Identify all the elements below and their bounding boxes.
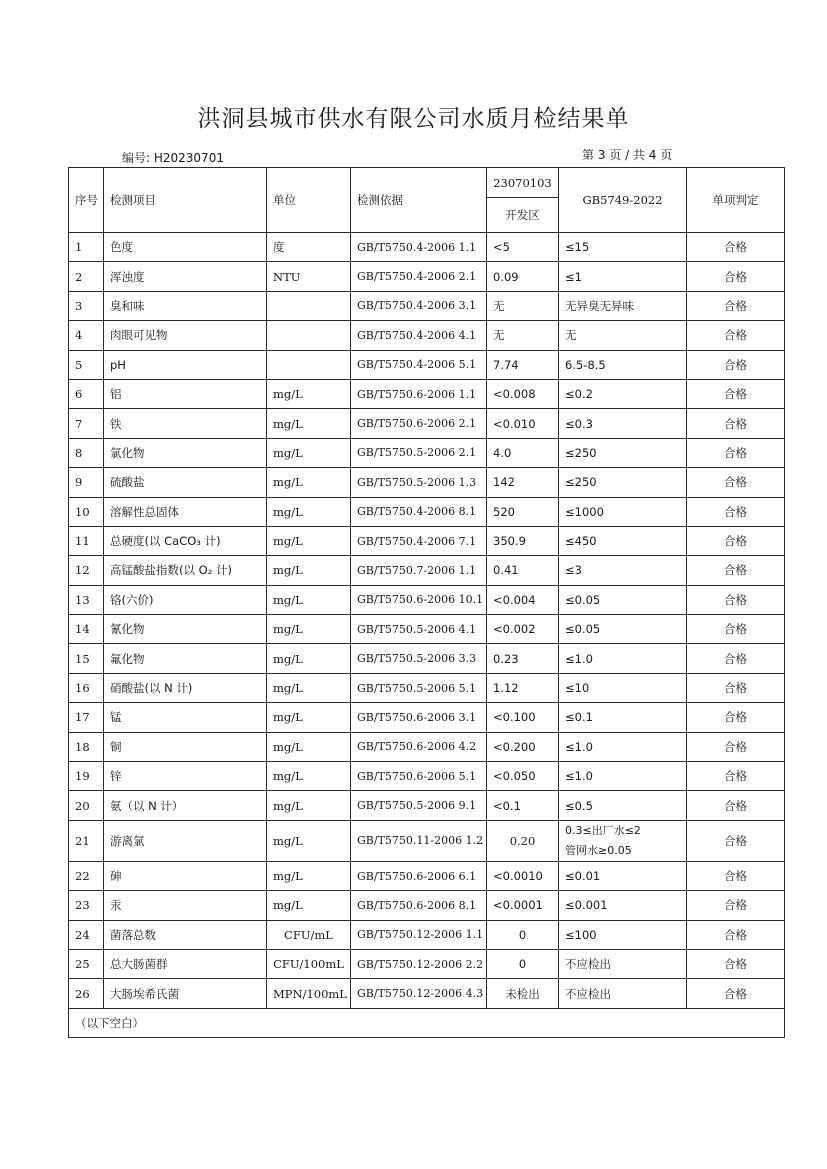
row-unit xyxy=(267,321,351,350)
row-item: 总硬度(以 CaCO₃ 计) xyxy=(104,526,267,555)
row-number: 22 xyxy=(69,861,104,890)
row-unit: mg/L xyxy=(267,526,351,555)
row-judgement: 合格 xyxy=(687,949,785,978)
row-item: 砷 xyxy=(104,861,267,890)
row-judgement: 合格 xyxy=(687,820,785,861)
row-basis: GB/T5750.11-2006 1.2 xyxy=(351,820,487,861)
row-unit: mg/L xyxy=(267,791,351,820)
table-row xyxy=(69,350,785,379)
document-title: 洪洞县城市供水有限公司水质月检结果单 xyxy=(197,106,630,132)
row-unit xyxy=(267,350,351,379)
table-row xyxy=(69,233,785,262)
row-result: 4.0 xyxy=(487,438,559,467)
table-row xyxy=(69,379,785,408)
row-limit: ≤0.1 xyxy=(559,703,687,732)
row-basis: GB/T5750.6-2006 10.1 xyxy=(351,585,487,614)
row-item: 硝酸盐(以 N 计) xyxy=(104,673,267,702)
row-number: 10 xyxy=(69,497,104,526)
row-basis: GB/T5750.5-2006 4.1 xyxy=(351,615,487,644)
row-limit: 无异臭无异味 xyxy=(559,291,687,320)
row-limit: ≤0.05 xyxy=(559,615,687,644)
row-number: 17 xyxy=(69,703,104,732)
row-judgement: 合格 xyxy=(687,762,785,791)
row-result: 142 xyxy=(487,468,559,497)
header-standard: GB5749-2022 xyxy=(559,168,687,233)
row-judgement: 合格 xyxy=(687,920,785,949)
blank-row xyxy=(69,1008,785,1037)
table-row xyxy=(69,861,785,890)
row-limit xyxy=(559,820,687,861)
footer-note: （以下空白） xyxy=(69,1008,785,1037)
table-row xyxy=(69,891,785,920)
row-number: 13 xyxy=(69,585,104,614)
row-limit: ≤250 xyxy=(559,468,687,497)
row-unit: mg/L xyxy=(267,379,351,408)
row-basis: GB/T5750.6-2006 6.1 xyxy=(351,861,487,890)
row-result: 0 xyxy=(487,949,559,978)
row-result: <0.010 xyxy=(487,409,559,438)
table-row xyxy=(69,673,785,702)
row-basis: GB/T5750.5-2006 5.1 xyxy=(351,673,487,702)
row-judgement: 合格 xyxy=(687,861,785,890)
row-unit: CFU/100mL xyxy=(267,949,351,978)
row-basis: GB/T5750.4-2006 8.1 xyxy=(351,497,487,526)
table-row xyxy=(69,321,785,350)
row-item: 汞 xyxy=(104,891,267,920)
row-basis: GB/T5750.4-2006 4.1 xyxy=(351,321,487,350)
table-row xyxy=(69,979,785,1008)
row-judgement: 合格 xyxy=(687,350,785,379)
row-item: 氨（以 N 计） xyxy=(104,791,267,820)
table-row xyxy=(69,468,785,497)
results-body xyxy=(69,233,785,1038)
row-result: 无 xyxy=(487,291,559,320)
row-limit: ≤1.0 xyxy=(559,762,687,791)
row-basis: GB/T5750.5-2006 1.3 xyxy=(351,468,487,497)
table-row xyxy=(69,556,785,585)
row-judgement: 合格 xyxy=(687,497,785,526)
header-judgement: 单项判定 xyxy=(687,168,785,233)
row-basis: GB/T5750.12-2006 4.3 xyxy=(351,979,487,1008)
row-judgement: 合格 xyxy=(687,791,785,820)
row-judgement: 合格 xyxy=(687,438,785,467)
row-unit: mg/L xyxy=(267,438,351,467)
row-result: <0.002 xyxy=(487,615,559,644)
row-number: 24 xyxy=(69,920,104,949)
row-limit: ≤1000 xyxy=(559,497,687,526)
row-judgement: 合格 xyxy=(687,468,785,497)
row-result: <0.008 xyxy=(487,379,559,408)
row-item: 锌 xyxy=(104,762,267,791)
row-unit: mg/L xyxy=(267,673,351,702)
row-number: 3 xyxy=(69,291,104,320)
row-limit: ≤0.2 xyxy=(559,379,687,408)
row-item: 臭和味 xyxy=(104,291,267,320)
row-number: 12 xyxy=(69,556,104,585)
row-basis: GB/T5750.12-2006 1.1 xyxy=(351,920,487,949)
row-basis: GB/T5750.4-2006 2.1 xyxy=(351,262,487,291)
row-number: 14 xyxy=(69,615,104,644)
row-limit-line: 管网水≥0.05 xyxy=(565,843,632,857)
header-sample-id: 23070103 xyxy=(487,168,559,198)
row-result: 无 xyxy=(487,321,559,350)
row-number: 7 xyxy=(69,409,104,438)
row-result: 未检出 xyxy=(487,979,559,1008)
row-basis: GB/T5750.12-2006 2.2 xyxy=(351,949,487,978)
row-judgement: 合格 xyxy=(687,673,785,702)
row-item: 溶解性总固体 xyxy=(104,497,267,526)
row-result: <5 xyxy=(487,233,559,262)
table-row xyxy=(69,644,785,673)
row-basis: GB/T5750.6-2006 8.1 xyxy=(351,891,487,920)
row-unit: mg/L xyxy=(267,556,351,585)
page-indicator: 第 3 页 / 共 4 页 xyxy=(582,148,673,162)
row-item: 肉眼可见物 xyxy=(104,321,267,350)
row-judgement: 合格 xyxy=(687,703,785,732)
row-limit: ≤3 xyxy=(559,556,687,585)
row-number: 1 xyxy=(69,233,104,262)
row-basis: GB/T5750.5-2006 2.1 xyxy=(351,438,487,467)
row-basis: GB/T5750.4-2006 7.1 xyxy=(351,526,487,555)
row-judgement: 合格 xyxy=(687,233,785,262)
row-result: 520 xyxy=(487,497,559,526)
row-unit: CFU/mL xyxy=(267,920,351,949)
row-judgement: 合格 xyxy=(687,379,785,408)
table-row xyxy=(69,920,785,949)
row-unit: mg/L xyxy=(267,615,351,644)
row-basis: GB/T5750.4-2006 3.1 xyxy=(351,291,487,320)
row-judgement: 合格 xyxy=(687,321,785,350)
table-row xyxy=(69,438,785,467)
row-item: 菌落总数 xyxy=(104,920,267,949)
row-judgement: 合格 xyxy=(687,979,785,1008)
row-limit: 无 xyxy=(559,321,687,350)
row-limit: ≤0.3 xyxy=(559,409,687,438)
row-basis: GB/T5750.6-2006 5.1 xyxy=(351,762,487,791)
row-judgement: 合格 xyxy=(687,891,785,920)
table-row xyxy=(69,497,785,526)
row-limit: ≤1 xyxy=(559,262,687,291)
table-row xyxy=(69,409,785,438)
row-unit: mg/L xyxy=(267,820,351,861)
row-limit: 6.5-8.5 xyxy=(559,350,687,379)
row-item: 氟化物 xyxy=(104,644,267,673)
table-row xyxy=(69,615,785,644)
row-limit: ≤250 xyxy=(559,438,687,467)
row-item: 铬(六价) xyxy=(104,585,267,614)
row-limit: 不应检出 xyxy=(559,979,687,1008)
row-number: 5 xyxy=(69,350,104,379)
row-number: 2 xyxy=(69,262,104,291)
row-limit-line: 0.3≤出厂水≤2 xyxy=(565,823,641,837)
row-unit: mg/L xyxy=(267,703,351,732)
row-judgement: 合格 xyxy=(687,644,785,673)
results-table xyxy=(68,167,785,1038)
row-basis: GB/T5750.7-2006 1.1 xyxy=(351,556,487,585)
row-item: 大肠埃希氏菌 xyxy=(104,979,267,1008)
header-unit: 单位 xyxy=(267,168,351,233)
row-item: 氰化物 xyxy=(104,615,267,644)
row-item: 高锰酸盐指数(以 O₂ 计) xyxy=(104,556,267,585)
row-result: 1.12 xyxy=(487,673,559,702)
table-row xyxy=(69,949,785,978)
row-basis: GB/T5750.4-2006 1.1 xyxy=(351,233,487,262)
row-number: 21 xyxy=(69,820,104,861)
row-unit: mg/L xyxy=(267,644,351,673)
row-limit: ≤10 xyxy=(559,673,687,702)
row-number: 25 xyxy=(69,949,104,978)
row-unit xyxy=(267,291,351,320)
row-unit: mg/L xyxy=(267,762,351,791)
row-number: 23 xyxy=(69,891,104,920)
header-basis: 检测依据 xyxy=(351,168,487,233)
row-limit: ≤0.01 xyxy=(559,861,687,890)
row-basis: GB/T5750.6-2006 4.2 xyxy=(351,732,487,761)
row-item: pH xyxy=(104,350,267,379)
row-result: 350.9 xyxy=(487,526,559,555)
table-row xyxy=(69,526,785,555)
row-judgement: 合格 xyxy=(687,291,785,320)
row-item: 硫酸盐 xyxy=(104,468,267,497)
table-row xyxy=(69,703,785,732)
row-item: 色度 xyxy=(104,233,267,262)
row-judgement: 合格 xyxy=(687,585,785,614)
row-limit: ≤1.0 xyxy=(559,732,687,761)
header-sample-site: 开发区 xyxy=(487,198,559,233)
row-result: 0.20 xyxy=(487,820,559,861)
row-result: 0.09 xyxy=(487,262,559,291)
row-basis: GB/T5750.6-2006 2.1 xyxy=(351,409,487,438)
table-row xyxy=(69,762,785,791)
row-limit: ≤1.0 xyxy=(559,644,687,673)
row-result: <0.100 xyxy=(487,703,559,732)
row-unit: mg/L xyxy=(267,468,351,497)
row-judgement: 合格 xyxy=(687,615,785,644)
row-result: <0.004 xyxy=(487,585,559,614)
row-basis: GB/T5750.5-2006 9.1 xyxy=(351,791,487,820)
row-unit: NTU xyxy=(267,262,351,291)
row-judgement: 合格 xyxy=(687,556,785,585)
row-number: 9 xyxy=(69,468,104,497)
row-number: 19 xyxy=(69,762,104,791)
row-number: 18 xyxy=(69,732,104,761)
row-limit: ≤0.5 xyxy=(559,791,687,820)
table-row xyxy=(69,262,785,291)
row-unit: mg/L xyxy=(267,732,351,761)
table-row xyxy=(69,732,785,761)
table-row xyxy=(69,585,785,614)
row-result: <0.200 xyxy=(487,732,559,761)
row-result: 7.74 xyxy=(487,350,559,379)
row-number: 20 xyxy=(69,791,104,820)
row-judgement: 合格 xyxy=(687,732,785,761)
row-unit: mg/L xyxy=(267,891,351,920)
row-number: 8 xyxy=(69,438,104,467)
row-limit: ≤15 xyxy=(559,233,687,262)
row-result: 0.41 xyxy=(487,556,559,585)
header-item: 检测项目 xyxy=(104,168,267,233)
row-limit: ≤450 xyxy=(559,526,687,555)
header-seq: 序号 xyxy=(69,168,104,233)
row-unit: mg/L xyxy=(267,585,351,614)
table-row xyxy=(69,291,785,320)
row-result: <0.0010 xyxy=(487,861,559,890)
row-basis: GB/T5750.4-2006 5.1 xyxy=(351,350,487,379)
row-number: 26 xyxy=(69,979,104,1008)
row-number: 4 xyxy=(69,321,104,350)
row-number: 11 xyxy=(69,526,104,555)
table-row xyxy=(69,820,785,861)
row-result: <0.050 xyxy=(487,762,559,791)
row-item: 铝 xyxy=(104,379,267,408)
row-basis: GB/T5750.5-2006 3.3 xyxy=(351,644,487,673)
row-limit: ≤0.05 xyxy=(559,585,687,614)
row-result: <0.1 xyxy=(487,791,559,820)
row-basis: GB/T5750.6-2006 3.1 xyxy=(351,703,487,732)
row-result: <0.0001 xyxy=(487,891,559,920)
row-result: 0.23 xyxy=(487,644,559,673)
row-number: 6 xyxy=(69,379,104,408)
row-item: 铜 xyxy=(104,732,267,761)
row-result: 0 xyxy=(487,920,559,949)
row-unit: mg/L xyxy=(267,497,351,526)
row-limit: ≤0.001 xyxy=(559,891,687,920)
row-number: 15 xyxy=(69,644,104,673)
row-item: 氯化物 xyxy=(104,438,267,467)
row-number: 16 xyxy=(69,673,104,702)
row-item: 总大肠菌群 xyxy=(104,949,267,978)
row-judgement: 合格 xyxy=(687,409,785,438)
row-item: 游离氯 xyxy=(104,820,267,861)
row-unit: mg/L xyxy=(267,861,351,890)
row-item: 浑浊度 xyxy=(104,262,267,291)
row-unit: mg/L xyxy=(267,409,351,438)
row-item: 锰 xyxy=(104,703,267,732)
table-row xyxy=(69,791,785,820)
row-limit: 不应检出 xyxy=(559,949,687,978)
row-unit: MPN/100mL xyxy=(267,979,351,1008)
row-judgement: 合格 xyxy=(687,262,785,291)
row-judgement: 合格 xyxy=(687,526,785,555)
document-number: 编号: H20230701 xyxy=(122,151,224,165)
row-item: 铁 xyxy=(104,409,267,438)
row-unit: 度 xyxy=(267,233,351,262)
row-limit: ≤100 xyxy=(559,920,687,949)
row-basis: GB/T5750.6-2006 1.1 xyxy=(351,379,487,408)
